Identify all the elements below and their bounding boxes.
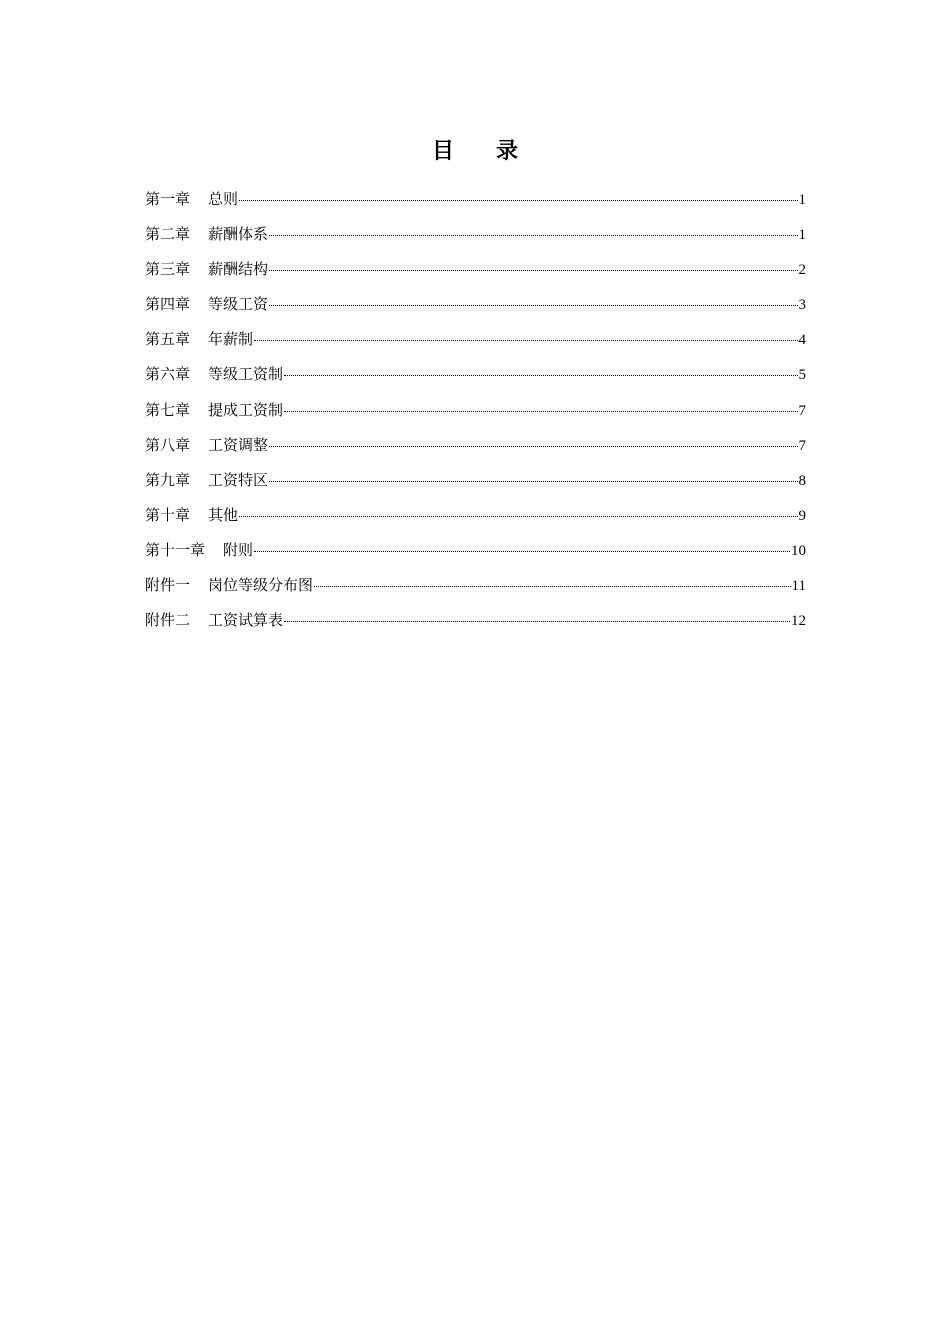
toc-dot-leader bbox=[269, 432, 797, 447]
toc-page-number: 2 bbox=[798, 262, 806, 279]
toc-title-right: 录 bbox=[496, 138, 519, 163]
toc-page-number: 4 bbox=[798, 332, 806, 349]
toc-page-number: 12 bbox=[791, 613, 806, 630]
toc-entry-9[interactable] bbox=[145, 467, 806, 502]
toc-page-number: 11 bbox=[791, 578, 806, 595]
toc-entry-name: 总则 bbox=[208, 192, 239, 208]
toc-entry-name: 等级工资 bbox=[208, 297, 269, 314]
toc-entry-8[interactable] bbox=[145, 432, 806, 467]
toc-entry-name: 工资特区 bbox=[208, 472, 269, 489]
toc-chapter-label: 第十一章 bbox=[145, 542, 206, 559]
toc-chapter-label: 第五章 bbox=[145, 332, 191, 349]
toc-entry-4[interactable] bbox=[145, 291, 806, 326]
toc-entry-name: 年薪制 bbox=[208, 332, 254, 349]
toc-entry-11[interactable] bbox=[145, 537, 806, 572]
toc-entry-name: 岗位等级分布图 bbox=[208, 578, 314, 595]
toc-entry-name: 工资试算表 bbox=[208, 613, 284, 630]
toc-page-number: 7 bbox=[798, 437, 806, 454]
toc-chapter-label: 第二章 bbox=[145, 227, 191, 244]
toc-entry-name: 等级工资制 bbox=[208, 367, 284, 384]
toc-entry-10[interactable] bbox=[145, 502, 806, 537]
toc-page-number: 9 bbox=[798, 507, 806, 524]
toc-entry-name: 其他 bbox=[208, 507, 239, 524]
toc-entry-7[interactable] bbox=[145, 397, 806, 432]
toc-entry-6[interactable] bbox=[145, 361, 806, 396]
toc-chapter-label: 第三章 bbox=[145, 262, 191, 279]
toc-chapter-label: 第十章 bbox=[145, 507, 191, 524]
toc-chapter-label: 附件二 bbox=[145, 613, 191, 630]
toc-entry-name: 工资调整 bbox=[208, 437, 269, 454]
toc-entry-name: 薪酬结构 bbox=[208, 262, 269, 279]
toc-chapter-label: 第七章 bbox=[145, 402, 191, 419]
toc-dot-leader bbox=[254, 537, 790, 552]
toc-dot-leader bbox=[269, 467, 797, 482]
toc-chapter-label: 第四章 bbox=[145, 297, 191, 314]
toc-entry-1[interactable] bbox=[145, 186, 806, 221]
toc-page-number: 3 bbox=[798, 297, 806, 314]
toc-entry-5[interactable] bbox=[145, 326, 806, 361]
toc-chapter-label: 第九章 bbox=[145, 472, 191, 489]
toc-entry-2[interactable] bbox=[145, 221, 806, 256]
toc-chapter-label: 第八章 bbox=[145, 437, 191, 454]
toc-entry-name: 薪酬体系 bbox=[208, 227, 269, 244]
toc-dot-leader bbox=[254, 326, 797, 341]
toc-entry-name: 附则 bbox=[223, 542, 254, 559]
toc-page-number: 1 bbox=[798, 192, 806, 208]
toc-page-number: 1 bbox=[798, 227, 806, 244]
toc-chapter-label: 第六章 bbox=[145, 367, 191, 384]
toc-dot-leader bbox=[239, 186, 797, 201]
toc-entry-12[interactable] bbox=[145, 572, 806, 607]
toc-title-left: 目 bbox=[431, 138, 454, 163]
toc-entry-13[interactable] bbox=[145, 607, 806, 642]
toc-dot-leader bbox=[284, 607, 790, 622]
toc-entry-3[interactable] bbox=[145, 256, 806, 291]
toc-list bbox=[145, 186, 806, 642]
toc-dot-leader bbox=[239, 502, 797, 517]
toc-page-number: 8 bbox=[798, 472, 806, 489]
toc-dot-leader bbox=[269, 291, 797, 306]
toc-title bbox=[0, 136, 950, 166]
toc-page-number: 10 bbox=[791, 542, 806, 559]
toc-chapter-label: 第一章 bbox=[145, 192, 191, 208]
toc-dot-leader bbox=[284, 361, 797, 376]
toc-dot-leader bbox=[314, 572, 791, 587]
toc-page-number: 7 bbox=[798, 402, 806, 419]
toc-entry-name: 提成工资制 bbox=[208, 402, 284, 419]
toc-page-number: 5 bbox=[798, 367, 806, 384]
toc-dot-leader bbox=[284, 397, 797, 412]
toc-dot-leader bbox=[269, 221, 797, 236]
toc-dot-leader bbox=[269, 256, 797, 271]
toc-chapter-label: 附件一 bbox=[145, 578, 191, 595]
